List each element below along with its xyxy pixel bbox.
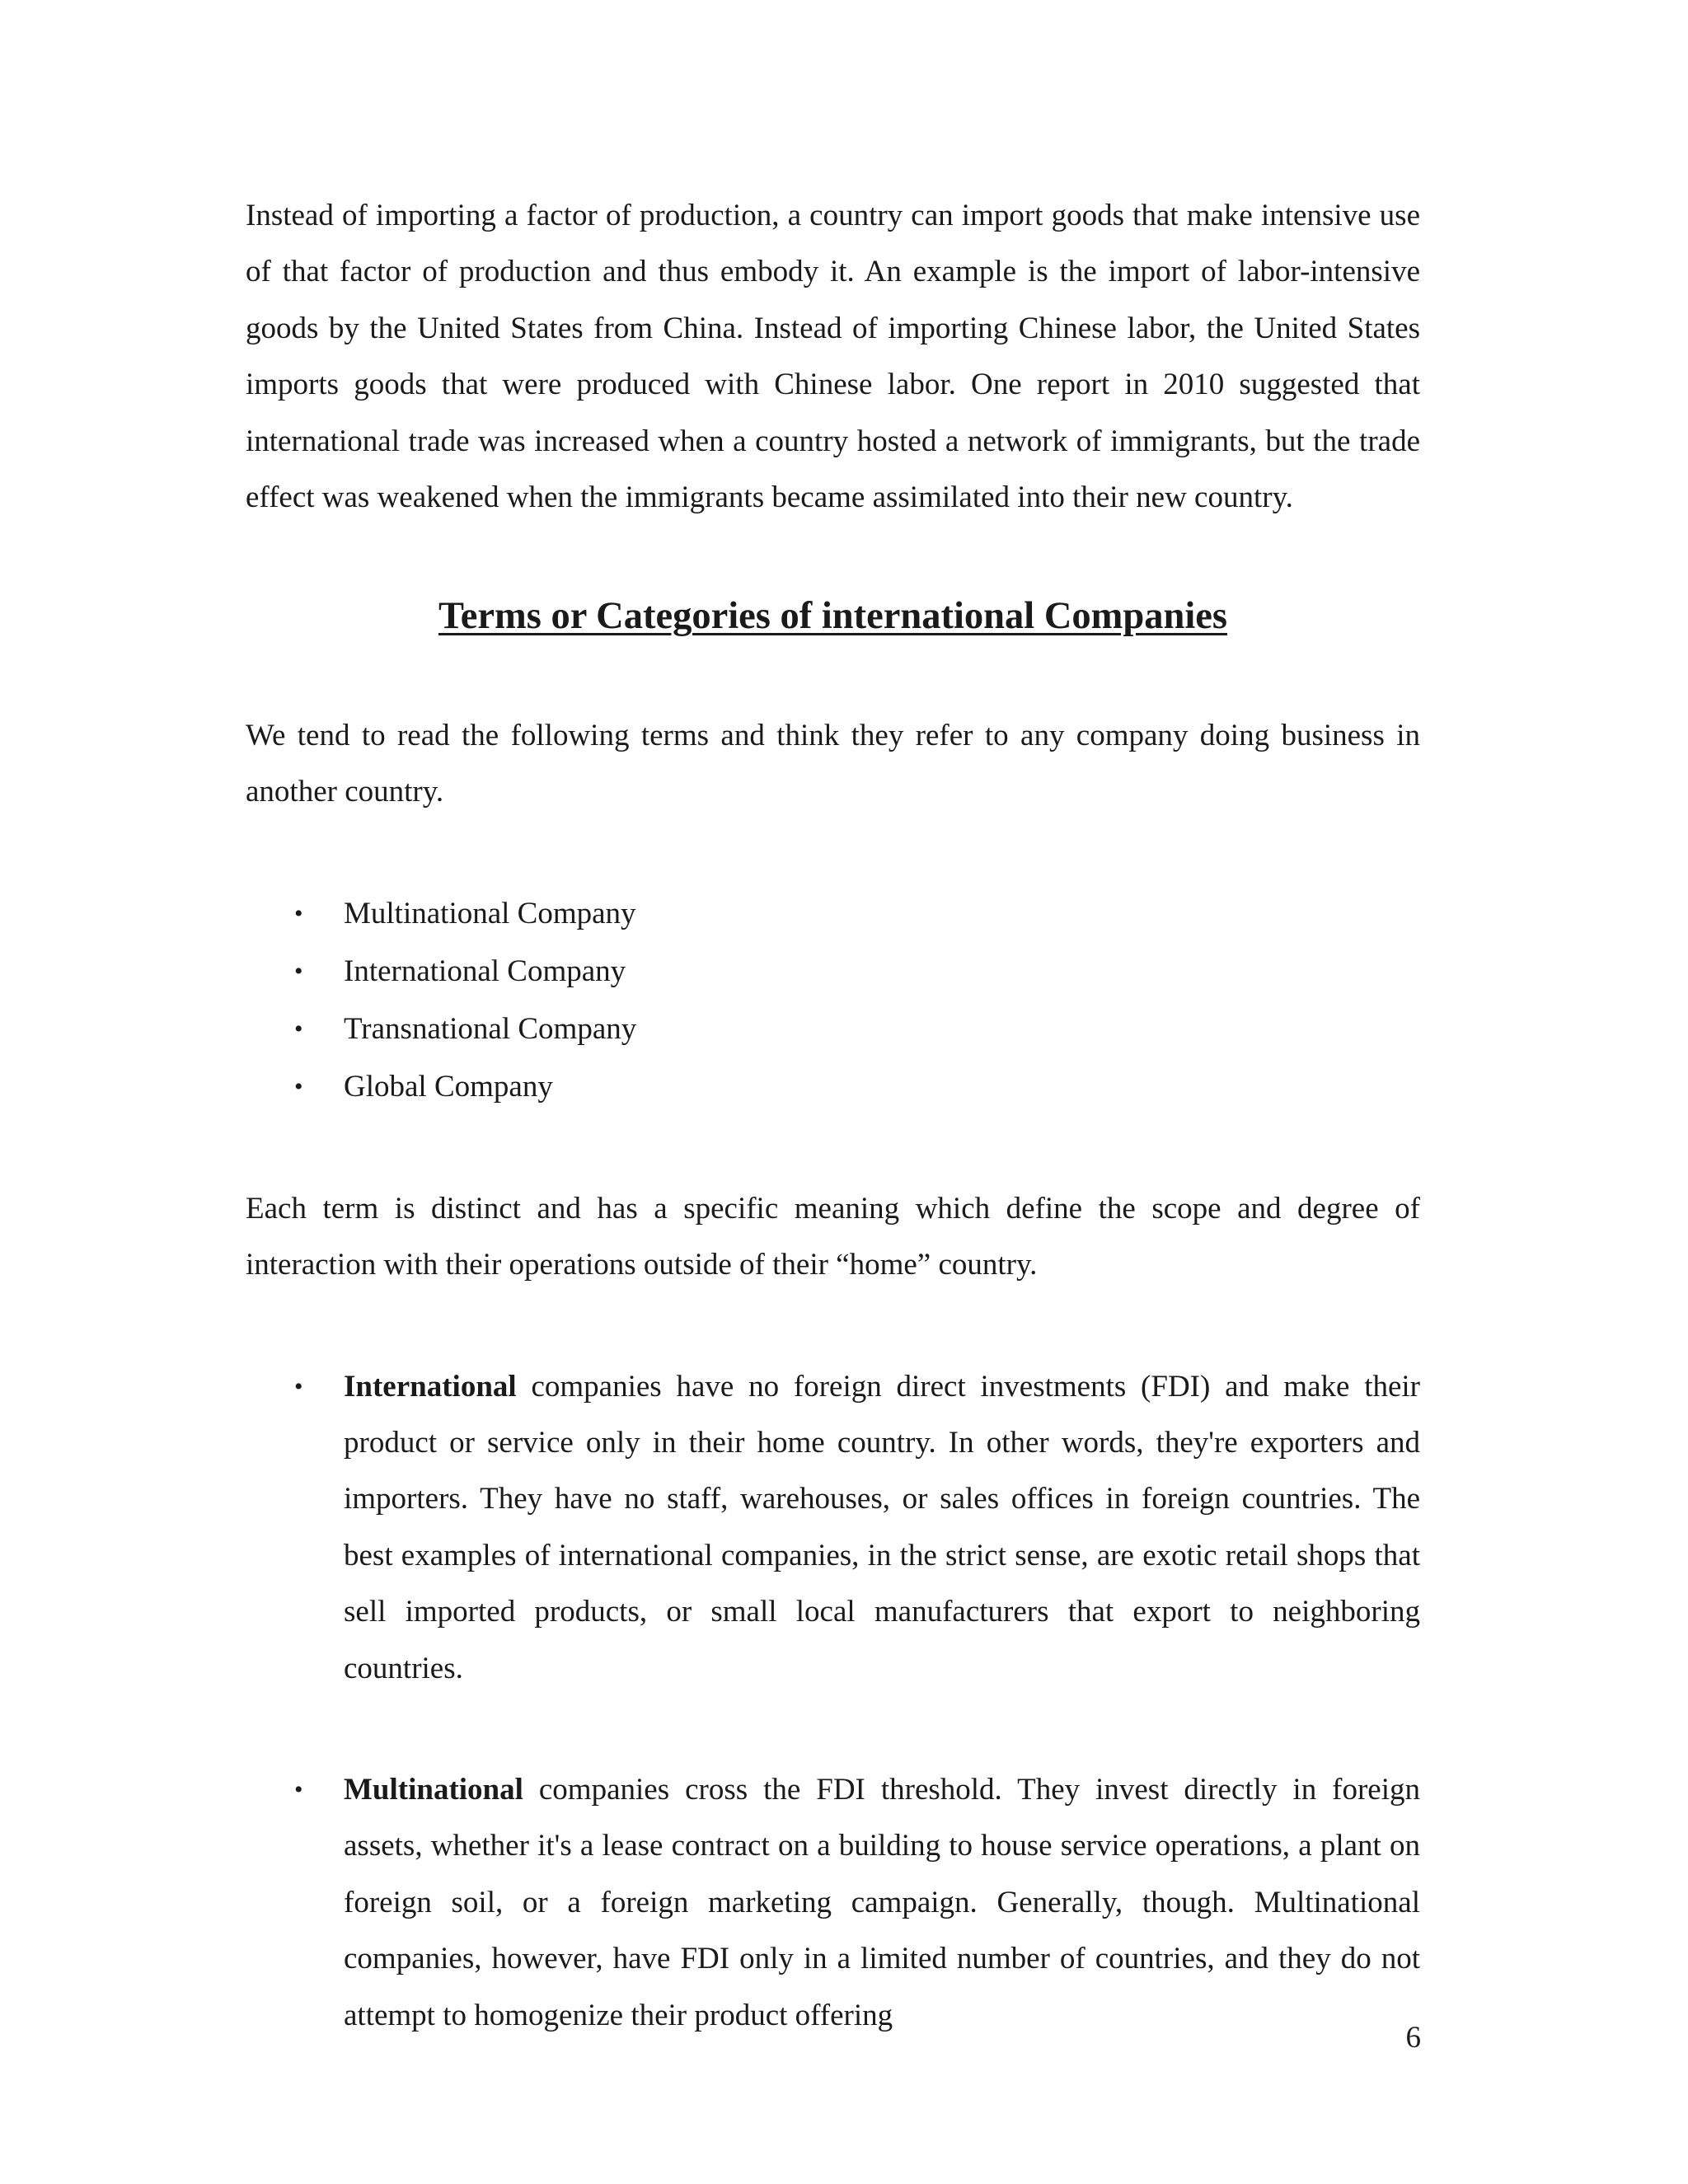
- page-number: 6: [1405, 2021, 1421, 2055]
- list-item: [246, 1001, 1420, 1058]
- definition-item-multinational: [246, 1762, 1420, 2044]
- bullet-icon: •: [294, 957, 303, 985]
- list-item: [246, 943, 1420, 1001]
- bullet-icon: •: [294, 1015, 303, 1043]
- definition-term: Multinational: [344, 1772, 523, 1807]
- list-item: [246, 885, 1420, 943]
- list-item-label: International Company: [344, 954, 626, 988]
- bullet-icon: •: [294, 899, 303, 927]
- bullet-icon: •: [294, 1775, 303, 1803]
- terms-list: [246, 885, 1420, 1116]
- definition-text: companies have no foreign direct investments (FDI) and make their product or service only in their home country. In other words, they're exporters and importers. They have no staff, warehouses, or sales offices in foreign countries. The best examples of international companies, in the strict sense, are exotic retail shops that sell imported products, or small local manufacturers that export to neighboring countries.: [344, 1369, 1420, 1685]
- definition-item-international: [246, 1359, 1420, 1697]
- section-heading: Terms or Categories of international Companies: [438, 595, 1228, 638]
- list-item-label: Global Company: [344, 1069, 553, 1104]
- list-item: [246, 1058, 1420, 1116]
- definitions-list: [246, 1359, 1420, 2044]
- definition-term: International: [344, 1369, 517, 1404]
- intro-paragraph: Instead of importing a factor of production, a country can import goods that make intensive use of that factor of production and thus embody it. An example is the import of labor-intensive goods by the United States from China. Instead of importing Chinese labor, the United States imports goods that were produced with Chinese labor. One report in 2010 suggested that international trade was increased when a country hosted a network of immigrants, but the trade effect was weakened when the immigrants became assimilated into their new country.: [246, 199, 1420, 515]
- bullet-icon: •: [294, 1072, 303, 1100]
- list-item-label: Multinational Company: [344, 896, 636, 930]
- list-item-label: Transnational Company: [344, 1011, 637, 1046]
- bullet-icon: •: [294, 1372, 303, 1400]
- definition-text: companies cross the FDI threshold. They invest directly in foreign assets, whether it's a lease contract on a building to house service operations, a plant on foreign soil, or a foreign marketing campaign. Generally, though. Multinational companies, however, have FDI only in a limited number of countries, and they do not attempt to homogenize their product offering: [344, 1772, 1420, 2032]
- page-content: [246, 188, 1420, 2044]
- terms-intro-paragraph: We tend to read the following terms and think they refer to any company doing business in another country.: [246, 718, 1420, 809]
- distinct-paragraph: Each term is distinct and has a specific meaning which define the scope and degree of interaction with their operations outside of their “home” country.: [246, 1191, 1420, 1282]
